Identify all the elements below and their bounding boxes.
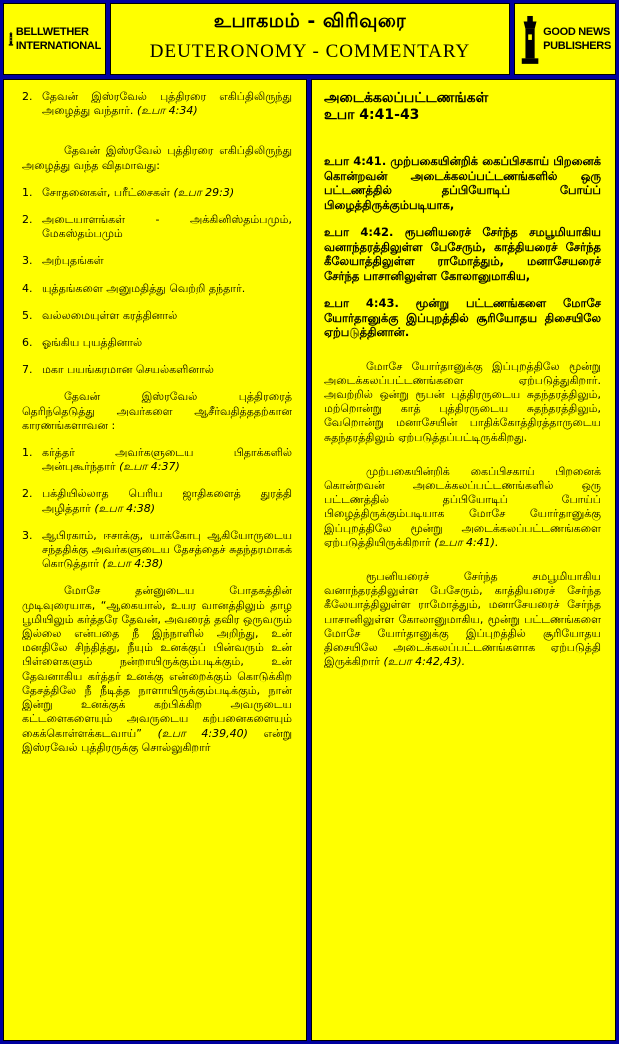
- left-para-1: தேவன் இஸ்ரவேல் புத்திரரை எகிப்திலிருந்து அழைத்து வந்த விதமாவது:: [22, 144, 292, 172]
- section-heading: [324, 90, 601, 124]
- list-item-number: 2.: [22, 90, 33, 103]
- title-box: [110, 3, 510, 75]
- verse-4-43: உபா 4:43. மூன்று பட்டணங்களை மோசே யோர்தானுக்கு இப்புறத்தில் சூரியோதய திசையிலே ஏற்படுத்தினான்.: [324, 296, 601, 339]
- list-item-number: 1.: [22, 185, 33, 199]
- left-column: [3, 79, 307, 1041]
- list-item-number: 5.: [22, 308, 33, 322]
- list-item: [22, 363, 292, 377]
- list-item-number: 2.: [22, 213, 33, 227]
- right-para-3-text: ரூபனியரைச் சேர்ந்த சமபூமியாகிய வனாந்தரத்திலுள்ள பேசேரும், காத்தியரைச் சேர்ந்த கீலேயாத்திலுள்ள ராமோத்தும், மனாசேயரைச் சேர்ந்த பாசானிலுள்ள கோலானுமாகிய, மூன்று பட்டணங்களை மோசே யோர்தானுக்கு இப்புறத்தில் சூரியோதய திசையிலே அடைக்கலப்பட்டணங்களாக ஏற்படுத்தி இருக்கிறார்: [324, 569, 601, 669]
- list-item-number: 2.: [22, 487, 33, 501]
- right-logo-line1: GOOD NEWS: [543, 26, 611, 38]
- right-logo-line2: PUBLISHERS: [543, 40, 611, 52]
- right-para-2-text: முற்பகையின்றிக் கைப்பிசகாய் பிறனைக் கொன்றவன் அடைக்கலப்பட்டணங்களில் ஒரு பட்டணத்தில் தப்பியோடிப் போய்ப் பிழைத்திருக்கும்படியாக மோசே யோர்தானுக்கு இப்புறத்திலே மூன்று அடைக்கலப்பட்டணங்களை ஏற்படுத்தியிருக்கிறார்: [324, 464, 601, 549]
- verse-ref: (உபா 4:42,43).: [383, 655, 466, 669]
- left-para-3: [22, 584, 292, 754]
- list-item-text: யுத்தங்களை அனுமதித்து வெற்றி தந்தார்.: [42, 281, 246, 295]
- list-item-number: 3.: [22, 528, 33, 542]
- good-news-logo: [514, 3, 616, 75]
- list-item-text: அடையாளங்கள் - அக்கினிஸ்தம்பமும், மேகஸ்தம்பமும்: [42, 213, 292, 241]
- bellwether-logo: [3, 3, 106, 75]
- list-item-text: வல்லமையுள்ள கரத்தினால்: [42, 308, 178, 322]
- verse-ref: (உபா 4:34): [136, 104, 198, 118]
- list-item-number: 7.: [22, 363, 33, 377]
- list-item-text: ஆபிரகாம், ஈசாக்கு, யாக்கோபு ஆகியோருடைய சந்ததிக்கு அவர்களுடைய தேசத்தைச் சுதந்தரமாகக் கொடுத்தார்: [42, 528, 292, 571]
- bellwether-tower-icon: [8, 10, 14, 68]
- right-column: [311, 79, 616, 1041]
- verse-4-42: உபா 4:42. ரூபனியரைச் சேர்ந்த சமபூமியாகிய வனாந்தரத்திலுள்ள பேசேரும், காத்தியரைச் சேர்ந்த கீலேயாத்திலுள்ள ராமோத்தும், மனாசேயரைச் சேர்ந்த பாசானிலுள்ள கோலானுமாகிய,: [324, 225, 601, 283]
- right-para-3: [324, 570, 601, 669]
- right-para-1: மோசே யோர்தானுக்கு இப்புறத்திலே மூன்று அடைக்கலப்பட்டணங்களை ஏற்படுத்துகிறார். அவற்றில் ஒன்று ரூபன் புத்திரருடைய சுதந்தரத்திலும், மற்றொன்று காத் புத்திரருடைய சுதந்தரத்திலும், வேறொன்று மனாசேயின் பாதிக்கோத்திரத்தாருடைய சுதந்தரத்திலும் ஏற்படுத்தப்பட்டிருக்கிறது.: [324, 359, 601, 444]
- left-logo-line1: BELLWETHER: [15, 26, 89, 38]
- list-item-number: 1.: [22, 446, 33, 460]
- verse-ref: (உபா 4:39,40): [157, 726, 248, 740]
- title-english: DEUTERONOMY - COMMENTARY: [149, 41, 471, 62]
- list-item: [22, 90, 292, 118]
- verse-ref: (உபா 4:37): [119, 460, 180, 474]
- list-item-number: 6.: [22, 336, 33, 350]
- left-para-3-tail: என்று இஸ்ரவேல் புத்திரருக்கு சொல்லுகிறார்: [22, 726, 293, 754]
- list-item-text: கர்த்தர் அவர்களுடைய பிதாக்களில் அன்புகூர்ந்தார்: [42, 446, 292, 474]
- left-logo-line2: INTERNATIONAL: [15, 40, 101, 52]
- list-item-text: பக்தியில்லாத பெரிய ஜாதிகளைத் துரத்தி அழித்தார்: [42, 487, 292, 515]
- list-item: [22, 446, 292, 474]
- list-item: [22, 213, 292, 241]
- list-item-text: அற்புதங்கள்: [42, 254, 104, 268]
- left-para-3-text: மோசே தன்னுடைய போதகத்தின் முடிவுரையாக, “ஆகையால், உயர வானத்திலும் தாழ பூமியிலும் கர்த்தரே தேவன், அவரைத் தவிர ஒருவரும் இல்லை என்பதை நீ இந்நாளில் அறிந்து, உன் மனதிலே சிந்தித்து, நீயும் உனக்குப் பின்வரும் உன் பிள்ளைகளும் நன்றாயிருக்கும்படிக்கும், உன் தேவனாகிய கர்த்தர் உனக்கு என்றைக்கும் கொடுக்கிற தேசத்திலே நீ நீடித்த நாளாயிருக்கும்படிக்கும், நான் இன்று உனக்குக் கற்பிக்கிற அவருடைய கட்டளைகளையும் அவருடைய கற்பனைகளையும் கைக்கொள்ளக்கடவாய்”: [22, 584, 292, 740]
- item2-list: [22, 90, 292, 118]
- list-item: [22, 254, 292, 268]
- list-item-text: சோதனைகள், பரீட்சைகள்: [42, 185, 170, 199]
- verse-ref: (உபா 4:38): [94, 501, 156, 515]
- verse-ref: (உபா 4:38): [102, 557, 164, 571]
- list-item: [22, 529, 292, 572]
- list-item-text: தேவன் இஸ்ரவேல் புத்திரரை எகிப்திலிருந்து அழைத்து வந்தார்.: [42, 90, 292, 118]
- verse-ref: (உபா 29:3): [173, 185, 235, 199]
- section-heading-line2: உபா 4:41-43: [324, 107, 420, 123]
- right-para-2: [324, 465, 601, 550]
- list-item: [22, 186, 292, 200]
- section-heading-line1: அடைக்கலப்பட்டணங்கள்: [324, 90, 489, 106]
- tower-icon: [519, 10, 541, 68]
- title-tamil: உபாகமம் - விரிவுரை: [213, 10, 407, 32]
- list-item-number: 3.: [22, 254, 33, 268]
- list-item: [22, 336, 292, 350]
- list-item: [22, 309, 292, 323]
- list-item-text: ஓங்கிய புயத்தினால்: [42, 336, 143, 350]
- list-item-text: மகா பயங்கரமான செயல்களினால்: [42, 363, 214, 377]
- list-item-number: 4.: [22, 281, 33, 295]
- list-item: [22, 282, 292, 296]
- list-item: [22, 487, 292, 515]
- left-para-2: தேவன் இஸ்ரவேல் புத்திரரைத் தெரிந்தெடுத்து அவர்களை ஆசீர்வதித்ததற்கான காரணங்களாவன :: [22, 390, 292, 432]
- blessing-reasons-list: [22, 446, 292, 571]
- verse-ref: (உபா 4:41).: [434, 535, 499, 549]
- deliverance-list: [22, 186, 292, 378]
- verse-4-41: உபா 4:41. முற்பகையின்றிக் கைப்பிசகாய் பிறனைக் கொன்றவன் அடைக்கலப்பட்டணங்களில் ஒரு பட்டணத்தில் தப்பியோடிப் போய்ப் பிழைத்திருக்கும்படியாக,: [324, 154, 601, 212]
